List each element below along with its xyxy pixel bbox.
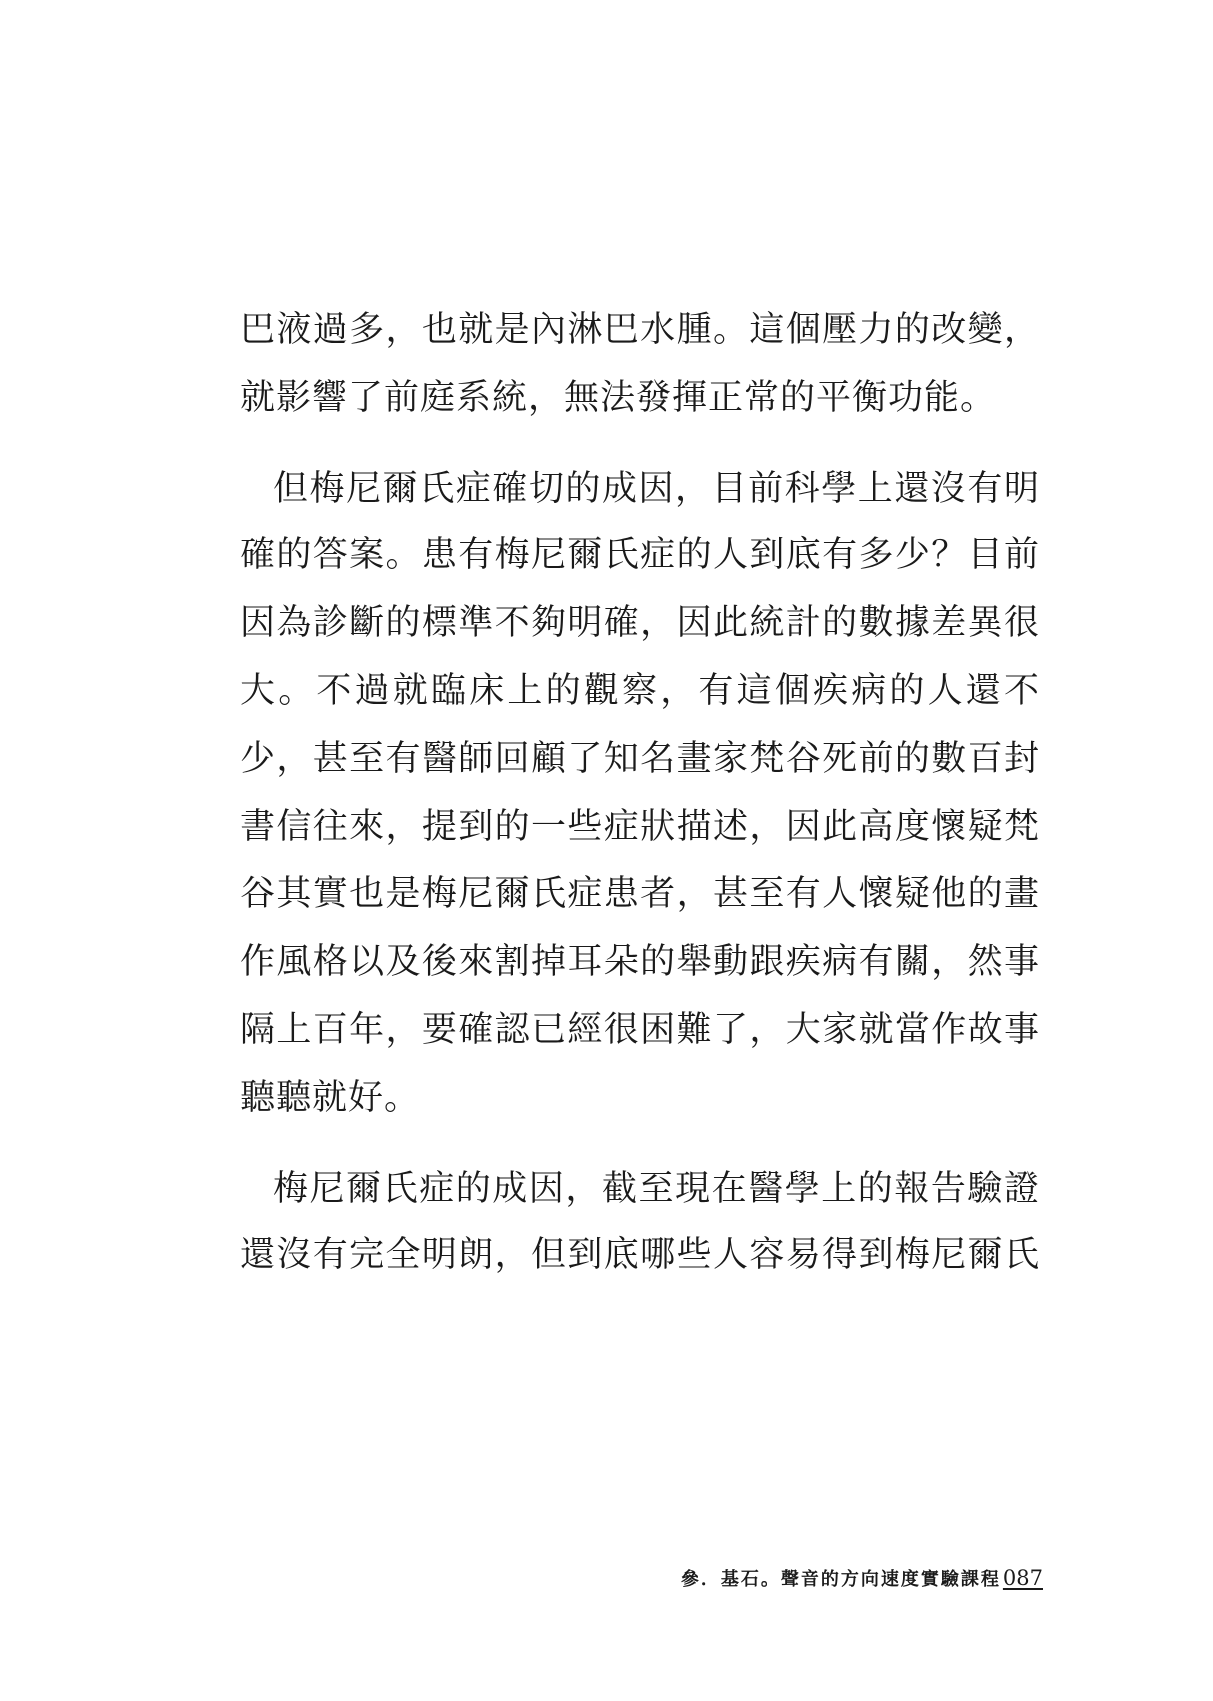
body-text-line: 因為診斷的標準不夠明確，因此統計的數據差異很 [240,603,1040,643]
body-text-line: 確的答案。患有梅尼爾氏症的人到底有多少？目前 [240,535,1040,575]
body-text-line: 大。不過就臨床上的觀察，有這個疾病的人還不 [240,671,1040,711]
body-text-line: 隔上百年，要確認已經很困難了，大家就當作故事 [240,1010,1040,1050]
body-text-line: 少，甚至有醫師回顧了知名畫家梵谷死前的數百封 [240,739,1040,779]
body-text-line: 谷其實也是梅尼爾氏症患者，甚至有人懷疑他的畫 [240,874,1040,914]
body-text-line: 就影響了前庭系統，無法發揮正常的平衡功能。 [240,378,997,418]
body-text-line: 作風格以及後來割掉耳朵的舉動跟疾病有關，然事 [240,942,1040,982]
running-footer [681,1562,1043,1594]
body-text-line: 巴液過多，也就是內淋巴水腫。這個壓力的改變， [240,310,1040,350]
body-text-line: 還沒有完全明朗，但到底哪些人容易得到梅尼爾氏 [240,1235,1040,1275]
body-text-line: 聽聽就好。 [240,1078,421,1118]
footer-section-title: 參．基石。聲音的方向速度實驗課程 [680,1569,1001,1590]
body-text-line: 梅尼爾氏症的成因，截至現在醫學上的報告驗證 [273,1169,1040,1209]
body-text-line: 但梅尼爾氏症確切的成因，目前科學上還沒有明 [273,469,1040,509]
page-number: 087 [1002,1566,1043,1590]
body-text-line: 書信往來，提到的一些症狀描述，因此高度懷疑梵 [240,807,1040,847]
